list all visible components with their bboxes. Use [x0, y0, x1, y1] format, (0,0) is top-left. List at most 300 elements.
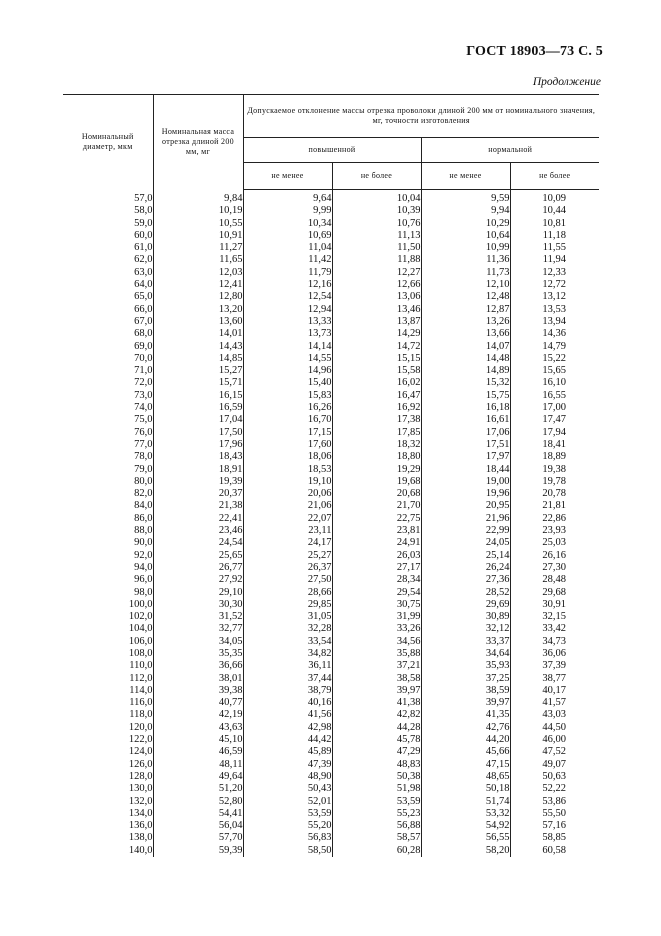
- cell-min-high: 44,42: [243, 734, 332, 746]
- cell-max-high: 12,66: [332, 279, 421, 291]
- cell-min-normal: 26,24: [421, 562, 510, 574]
- cell-max-high: 11,50: [332, 242, 421, 254]
- cell-min-normal: 34,64: [421, 648, 510, 660]
- cell-diameter: 120,0: [63, 722, 153, 734]
- cell-max-normal: 16,55: [542, 389, 567, 401]
- cell-min-high: 12,94: [243, 304, 332, 316]
- table-row: [63, 611, 599, 623]
- cell-max-high: 11,13: [332, 230, 421, 242]
- cell-diameter: 138,0: [63, 832, 153, 844]
- cell-diameter: 84,0: [63, 500, 153, 512]
- table-row: [63, 328, 599, 340]
- cell-min-high: 40,16: [243, 697, 332, 709]
- cell-min-normal: 24,05: [421, 537, 510, 549]
- cell-diameter: 116,0: [63, 697, 153, 709]
- cell-min-high: 13,73: [243, 328, 332, 340]
- cell-min-high: 11,42: [243, 254, 332, 266]
- cell-max-high: 21,70: [332, 500, 421, 512]
- cell-max-normal: 14,79: [542, 340, 567, 352]
- table-row: [63, 587, 599, 599]
- cell-nominal-mass: 22,41: [153, 513, 243, 525]
- cell-diameter: 73,0: [63, 390, 153, 402]
- cell-min-normal: 27,36: [421, 574, 510, 586]
- table-row: [63, 304, 599, 316]
- table-row: [63, 230, 599, 242]
- cell-max-normal: 13,94: [542, 315, 567, 327]
- continuation-label: Продолжение: [532, 76, 601, 88]
- cell-diameter: 136,0: [63, 820, 153, 832]
- cell-max-normal: 60,58: [542, 844, 567, 856]
- cell-max-normal: 18,89: [542, 451, 567, 463]
- cell-nominal-mass: 32,77: [153, 623, 243, 635]
- table-row: [63, 205, 599, 217]
- cell-diameter: 68,0: [63, 328, 153, 340]
- cell-min-high: 50,43: [243, 783, 332, 795]
- cell-nominal-mass: 52,80: [153, 796, 243, 808]
- cell-max-high: 15,58: [332, 365, 421, 377]
- cell-max-normal: 28,48: [542, 574, 567, 586]
- cell-min-high: 16,70: [243, 414, 332, 426]
- cell-min-high: 10,34: [243, 218, 332, 230]
- cell-min-normal: 44,20: [421, 734, 510, 746]
- table-row: [63, 451, 599, 463]
- cell-min-normal: 17,51: [421, 439, 510, 451]
- cell-max-normal: 20,78: [542, 488, 567, 500]
- cell-nominal-mass: 19,39: [153, 476, 243, 488]
- cell-max-high: 41,38: [332, 697, 421, 709]
- cell-max-high: 33,26: [332, 623, 421, 635]
- cell-max-high: 11,88: [332, 254, 421, 266]
- cell-max-high: 16,47: [332, 390, 421, 402]
- cell-nominal-mass: 29,10: [153, 587, 243, 599]
- cell-min-normal: 14,48: [421, 353, 510, 365]
- cell-min-normal: 45,66: [421, 746, 510, 758]
- cell-diameter: 58,0: [63, 205, 153, 217]
- cell-max-normal: 26,16: [542, 549, 567, 561]
- cell-min-high: 25,27: [243, 550, 332, 562]
- table-row: [63, 537, 599, 549]
- cell-nominal-mass: 17,96: [153, 439, 243, 451]
- cell-max-normal: 34,73: [542, 635, 567, 647]
- cell-nominal-mass: 15,71: [153, 377, 243, 389]
- cell-min-normal: 14,89: [421, 365, 510, 377]
- table-row: [63, 513, 599, 525]
- cell-min-normal: 15,75: [421, 390, 510, 402]
- cell-min-normal: 12,48: [421, 291, 510, 303]
- cell-nominal-mass: 38,01: [153, 673, 243, 685]
- cell-max-high: 27,17: [332, 562, 421, 574]
- cell-diameter: 94,0: [63, 562, 153, 574]
- cell-max-high: 60,28: [332, 845, 421, 857]
- cell-min-normal: 28,52: [421, 587, 510, 599]
- table-row: [63, 685, 599, 697]
- cell-max-normal: 36,06: [542, 647, 567, 659]
- cell-min-high: 12,16: [243, 279, 332, 291]
- cell-min-normal: 25,14: [421, 550, 510, 562]
- cell-max-normal: 33,42: [542, 623, 567, 635]
- table-row: [63, 820, 599, 832]
- cell-min-high: 10,69: [243, 230, 332, 242]
- cell-nominal-mass: 11,65: [153, 254, 243, 266]
- cell-min-normal: 41,35: [421, 709, 510, 721]
- table-row: [63, 488, 599, 500]
- cell-max-high: 15,15: [332, 353, 421, 365]
- cell-max-normal: 12,72: [542, 279, 567, 291]
- cell-min-normal: 47,15: [421, 759, 510, 771]
- cell-nominal-mass: 17,04: [153, 414, 243, 426]
- cell-diameter: 112,0: [63, 673, 153, 685]
- cell-min-high: 32,28: [243, 623, 332, 635]
- cell-diameter: 90,0: [63, 537, 153, 549]
- header-group-normal: нормальной: [421, 138, 599, 163]
- cell-nominal-mass: 26,77: [153, 562, 243, 574]
- cell-diameter: 71,0: [63, 365, 153, 377]
- cell-min-high: 15,40: [243, 377, 332, 389]
- cell-max-high: 22,75: [332, 513, 421, 525]
- table-row: [63, 377, 599, 389]
- cell-nominal-mass: 59,39: [153, 845, 243, 857]
- cell-max-high: 13,06: [332, 291, 421, 303]
- cell-nominal-mass: 45,10: [153, 734, 243, 746]
- table-row: [63, 464, 599, 476]
- cell-max-high: 16,02: [332, 377, 421, 389]
- cell-diameter: 128,0: [63, 771, 153, 783]
- cell-max-normal: 41,57: [542, 697, 567, 709]
- cell-min-high: 47,39: [243, 759, 332, 771]
- cell-min-high: 17,15: [243, 427, 332, 439]
- cell-max-high: 44,28: [332, 722, 421, 734]
- cell-min-high: 9,64: [243, 190, 332, 206]
- cell-max-normal: 49,07: [542, 758, 567, 770]
- cell-min-high: 26,37: [243, 562, 332, 574]
- cell-diameter: 140,0: [63, 845, 153, 857]
- wire-mass-table: [63, 94, 599, 857]
- cell-diameter: 59,0: [63, 218, 153, 230]
- cell-nominal-mass: 11,27: [153, 242, 243, 254]
- header-nominal-mass: Номинальная масса отрезка длиной 200 мм, мг: [153, 95, 243, 190]
- cell-max-normal: 30,91: [542, 598, 567, 610]
- table-row: [63, 190, 599, 206]
- cell-max-high: 53,59: [332, 796, 421, 808]
- table-row: [63, 550, 599, 562]
- cell-min-normal: 13,66: [421, 328, 510, 340]
- cell-min-high: 38,79: [243, 685, 332, 697]
- cell-min-normal: 12,87: [421, 304, 510, 316]
- cell-min-normal: 16,18: [421, 402, 510, 414]
- cell-max-normal: 46,00: [542, 734, 567, 746]
- cell-max-high: 45,78: [332, 734, 421, 746]
- cell-min-high: 48,90: [243, 771, 332, 783]
- cell-min-high: 16,26: [243, 402, 332, 414]
- cell-max-high: 26,03: [332, 550, 421, 562]
- cell-max-high: 13,46: [332, 304, 421, 316]
- cell-max-high: 10,39: [332, 205, 421, 217]
- cell-diameter: 65,0: [63, 291, 153, 303]
- cell-nominal-mass: 34,05: [153, 636, 243, 648]
- cell-nominal-mass: 57,70: [153, 832, 243, 844]
- table-row: [63, 365, 599, 377]
- cell-diameter: 82,0: [63, 488, 153, 500]
- table-row: [63, 574, 599, 586]
- cell-max-normal: 43,03: [542, 709, 567, 721]
- cell-nominal-mass: 49,64: [153, 771, 243, 783]
- cell-max-high: 19,29: [332, 464, 421, 476]
- cell-nominal-mass: 14,85: [153, 353, 243, 365]
- cell-nominal-mass: 42,19: [153, 709, 243, 721]
- cell-max-normal: 19,38: [542, 463, 567, 475]
- header-max-normal: не более: [510, 163, 599, 190]
- cell-diameter: 88,0: [63, 525, 153, 537]
- header-min-normal: не менее: [421, 163, 510, 190]
- cell-nominal-mass: 25,65: [153, 550, 243, 562]
- cell-max-high: 16,92: [332, 402, 421, 414]
- cell-max-normal: 16,10: [542, 377, 567, 389]
- cell-diameter: 102,0: [63, 611, 153, 623]
- table-row: [63, 832, 599, 844]
- cell-max-high: 13,87: [332, 316, 421, 328]
- cell-max-normal: 29,68: [542, 586, 567, 598]
- cell-min-normal: 19,00: [421, 476, 510, 488]
- cell-max-normal: 13,53: [542, 303, 567, 315]
- cell-max-normal: 27,30: [542, 561, 567, 573]
- cell-min-high: 11,79: [243, 267, 332, 279]
- cell-max-high: 28,34: [332, 574, 421, 586]
- cell-diameter: 134,0: [63, 808, 153, 820]
- table-row: [63, 808, 599, 820]
- cell-diameter: 132,0: [63, 796, 153, 808]
- cell-max-normal: 57,16: [542, 820, 567, 832]
- table-row: [63, 734, 599, 746]
- cell-min-high: 14,14: [243, 341, 332, 353]
- cell-min-normal: 51,74: [421, 796, 510, 808]
- cell-max-normal: 21,81: [542, 500, 567, 512]
- cell-nominal-mass: 10,55: [153, 218, 243, 230]
- cell-diameter: 78,0: [63, 451, 153, 463]
- cell-nominal-mass: 12,41: [153, 279, 243, 291]
- cell-max-high: 31,99: [332, 611, 421, 623]
- cell-min-normal: 16,61: [421, 414, 510, 426]
- cell-nominal-mass: 13,60: [153, 316, 243, 328]
- cell-nominal-mass: 27,92: [153, 574, 243, 586]
- cell-min-high: 56,83: [243, 832, 332, 844]
- cell-min-normal: 48,65: [421, 771, 510, 783]
- table-row: [63, 402, 599, 414]
- table-row: [63, 796, 599, 808]
- cell-nominal-mass: 56,04: [153, 820, 243, 832]
- cell-max-normal: 11,18: [542, 229, 567, 241]
- table-row: [63, 341, 599, 353]
- cell-max-normal: 40,17: [542, 684, 567, 696]
- cell-max-high: 48,83: [332, 759, 421, 771]
- cell-min-high: 41,56: [243, 709, 332, 721]
- cell-max-high: 14,72: [332, 341, 421, 353]
- table-row: [63, 709, 599, 721]
- cell-diameter: 66,0: [63, 304, 153, 316]
- cell-min-normal: 50,18: [421, 783, 510, 795]
- cell-diameter: 100,0: [63, 599, 153, 611]
- table-row: [63, 414, 599, 426]
- cell-min-high: 14,55: [243, 353, 332, 365]
- table-row: [63, 476, 599, 488]
- cell-min-high: 53,59: [243, 808, 332, 820]
- cell-min-high: 11,04: [243, 242, 332, 254]
- cell-max-high: 42,82: [332, 709, 421, 721]
- table-row: [63, 390, 599, 402]
- table-row: [63, 648, 599, 660]
- cell-diameter: 122,0: [63, 734, 153, 746]
- cell-max-high: 55,23: [332, 808, 421, 820]
- cell-diameter: 124,0: [63, 746, 153, 758]
- cell-max-normal: 32,15: [542, 611, 567, 623]
- cell-diameter: 72,0: [63, 377, 153, 389]
- cell-min-high: 24,17: [243, 537, 332, 549]
- table-row: [63, 427, 599, 439]
- cell-diameter: 110,0: [63, 660, 153, 672]
- cell-max-normal: 10,44: [542, 205, 567, 217]
- table-row: [63, 562, 599, 574]
- cell-nominal-mass: 21,38: [153, 500, 243, 512]
- cell-min-normal: 35,93: [421, 660, 510, 672]
- cell-max-normal: 44,50: [542, 721, 567, 733]
- cell-diameter: 70,0: [63, 353, 153, 365]
- cell-min-normal: 58,20: [421, 845, 510, 857]
- cell-nominal-mass: 10,91: [153, 230, 243, 242]
- cell-diameter: 108,0: [63, 648, 153, 660]
- table-row: [63, 279, 599, 291]
- cell-diameter: 79,0: [63, 464, 153, 476]
- table-row: [63, 783, 599, 795]
- cell-min-normal: 13,26: [421, 316, 510, 328]
- cell-diameter: 98,0: [63, 587, 153, 599]
- cell-min-normal: 20,95: [421, 500, 510, 512]
- table-row: [63, 771, 599, 783]
- cell-min-normal: 56,55: [421, 832, 510, 844]
- cell-min-normal: 12,10: [421, 279, 510, 291]
- cell-min-normal: 53,32: [421, 808, 510, 820]
- cell-nominal-mass: 17,50: [153, 427, 243, 439]
- cell-nominal-mass: 14,01: [153, 328, 243, 340]
- cell-diameter: 63,0: [63, 267, 153, 279]
- cell-diameter: 118,0: [63, 709, 153, 721]
- cell-max-high: 34,56: [332, 636, 421, 648]
- cell-max-normal: 14,36: [542, 328, 567, 340]
- cell-nominal-mass: 18,91: [153, 464, 243, 476]
- cell-min-normal: 33,37: [421, 636, 510, 648]
- cell-min-high: 21,06: [243, 500, 332, 512]
- cell-diameter: 114,0: [63, 685, 153, 697]
- cell-max-normal: 53,86: [542, 795, 567, 807]
- cell-min-normal: 9,59: [421, 190, 510, 206]
- cell-max-normal: 10,81: [542, 217, 567, 229]
- cell-max-high: 56,88: [332, 820, 421, 832]
- cell-max-normal: 55,50: [542, 807, 567, 819]
- cell-min-normal: 10,99: [421, 242, 510, 254]
- cell-max-normal: 22,86: [542, 512, 567, 524]
- cell-min-normal: 22,99: [421, 525, 510, 537]
- cell-min-normal: 39,97: [421, 697, 510, 709]
- cell-min-high: 55,20: [243, 820, 332, 832]
- table-row: [63, 218, 599, 230]
- cell-nominal-mass: 43,63: [153, 722, 243, 734]
- cell-min-high: 37,44: [243, 673, 332, 685]
- cell-min-normal: 21,96: [421, 513, 510, 525]
- cell-min-normal: 38,59: [421, 685, 510, 697]
- cell-diameter: 106,0: [63, 636, 153, 648]
- cell-max-high: 17,38: [332, 414, 421, 426]
- cell-max-high: 24,91: [332, 537, 421, 549]
- cell-diameter: 62,0: [63, 254, 153, 266]
- table-row: [63, 746, 599, 758]
- cell-min-normal: 30,89: [421, 611, 510, 623]
- cell-min-normal: 10,64: [421, 230, 510, 242]
- cell-max-high: 20,68: [332, 488, 421, 500]
- cell-nominal-mass: 10,19: [153, 205, 243, 217]
- table-row: [63, 353, 599, 365]
- cell-diameter: 80,0: [63, 476, 153, 488]
- cell-diameter: 86,0: [63, 513, 153, 525]
- cell-nominal-mass: 36,66: [153, 660, 243, 672]
- header-deviation: Допускаемое отклонение массы отрезка проволоки длиной 200 мм от номинального значения, мг, точности изготовления: [243, 95, 599, 138]
- cell-max-high: 14,29: [332, 328, 421, 340]
- cell-min-high: 14,96: [243, 365, 332, 377]
- cell-min-normal: 29,69: [421, 599, 510, 611]
- cell-diameter: 104,0: [63, 623, 153, 635]
- cell-min-normal: 37,25: [421, 673, 510, 685]
- table-row: [63, 722, 599, 734]
- cell-min-high: 23,11: [243, 525, 332, 537]
- table-row: [63, 525, 599, 537]
- cell-min-high: 52,01: [243, 796, 332, 808]
- table-row: [63, 500, 599, 512]
- cell-diameter: 76,0: [63, 427, 153, 439]
- cell-nominal-mass: 14,43: [153, 341, 243, 353]
- table-body: [63, 190, 599, 858]
- header-min-high: не менее: [243, 163, 332, 190]
- cell-min-high: 27,50: [243, 574, 332, 586]
- cell-nominal-mass: 12,80: [153, 291, 243, 303]
- table-row: [63, 636, 599, 648]
- cell-nominal-mass: 12,03: [153, 267, 243, 279]
- cell-min-high: 29,85: [243, 599, 332, 611]
- cell-min-normal: 15,32: [421, 377, 510, 389]
- cell-nominal-mass: 20,37: [153, 488, 243, 500]
- cell-min-normal: 9,94: [421, 205, 510, 217]
- cell-max-normal: 12,33: [542, 266, 567, 278]
- cell-nominal-mass: 9,84: [153, 190, 243, 206]
- cell-max-normal: 18,41: [542, 438, 567, 450]
- cell-max-high: 17,85: [332, 427, 421, 439]
- cell-max-high: 37,21: [332, 660, 421, 672]
- cell-min-high: 31,05: [243, 611, 332, 623]
- cell-min-normal: 18,44: [421, 464, 510, 476]
- cell-max-high: 38,58: [332, 673, 421, 685]
- cell-min-normal: 17,06: [421, 427, 510, 439]
- cell-nominal-mass: 18,43: [153, 451, 243, 463]
- cell-diameter: 126,0: [63, 759, 153, 771]
- cell-nominal-mass: 48,11: [153, 759, 243, 771]
- cell-min-high: 34,82: [243, 648, 332, 660]
- cell-min-normal: 42,76: [421, 722, 510, 734]
- cell-min-normal: 11,73: [421, 267, 510, 279]
- cell-max-normal: 38,77: [542, 672, 567, 684]
- table-row: [63, 673, 599, 685]
- cell-nominal-mass: 24,54: [153, 537, 243, 549]
- cell-nominal-mass: 31,52: [153, 611, 243, 623]
- document-reference: ГОСТ 18903—73 С. 5: [466, 44, 603, 59]
- cell-max-high: 23,81: [332, 525, 421, 537]
- cell-diameter: 61,0: [63, 242, 153, 254]
- cell-nominal-mass: 15,27: [153, 365, 243, 377]
